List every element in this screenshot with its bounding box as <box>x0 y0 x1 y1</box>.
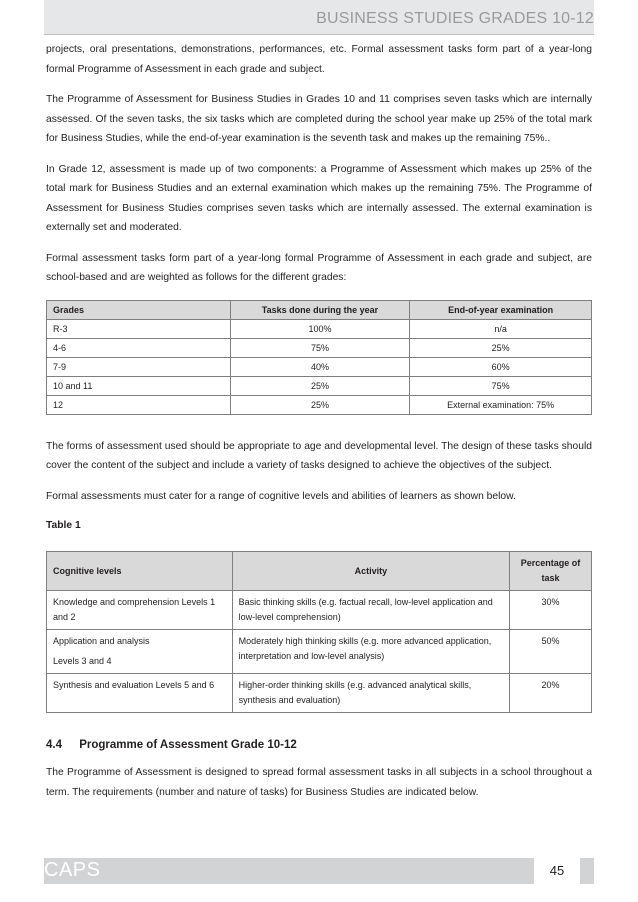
level-text: Application and analysis <box>53 636 150 646</box>
level-text: Synthesis and evaluation Levels 5 and 6 <box>53 680 215 690</box>
cell-level <box>47 630 233 674</box>
cell-exam: 60% <box>410 357 592 376</box>
cell-grade: 10 and 11 <box>47 376 231 395</box>
table-1-label: Table 1 <box>46 520 81 531</box>
cell-exam: External examination: 75% <box>410 395 592 414</box>
cell-percent: 50% <box>510 630 592 674</box>
table-row <box>47 338 592 357</box>
section-title: Programme of Assessment Grade 10-12 <box>79 739 297 751</box>
table-row <box>47 319 592 338</box>
paragraph-3: In Grade 12, assessment is made up of two components: a Programme of Assessment which makes up 25% of the total mark for Business Studies and an external examination which makes up the remaining 75%. The Programme of Assessment for Business Studies comprises seven tasks which are internally assessed. The external examination is externally set and moderated. <box>46 163 592 233</box>
header-activity: Activity <box>232 552 509 591</box>
table-row <box>47 630 592 674</box>
cognitive-levels-table <box>46 551 592 713</box>
footer-band <box>44 858 594 884</box>
cell-activity: Basic thinking skills (e.g. factual recall, low-level application and low-level comprehension) <box>232 591 509 630</box>
section-heading <box>46 739 592 751</box>
table-row <box>47 395 592 414</box>
paragraph-5: The forms of assessment used should be appropriate to age and developmental level. The design of these tasks should cover the content of the subject and include a variety of tasks designed to achieve the objectives of the subject. <box>46 440 592 471</box>
cell-tasks: 100% <box>230 319 410 338</box>
cell-tasks: 75% <box>230 338 410 357</box>
cell-level <box>47 591 233 630</box>
table-header-row <box>47 552 592 591</box>
page-content <box>46 40 592 813</box>
cell-grade: 4-6 <box>47 338 231 357</box>
cell-exam: 75% <box>410 376 592 395</box>
header-exam: End-of-year examination <box>410 300 592 319</box>
cell-tasks: 40% <box>230 357 410 376</box>
table-header-row <box>47 300 592 319</box>
cell-exam: n/a <box>410 319 592 338</box>
cell-activity: Higher-order thinking skills (e.g. advanced analytical skills, synthesis and evaluation) <box>232 674 509 713</box>
section-number: 4.4 <box>46 739 62 751</box>
cell-percent: 20% <box>510 674 592 713</box>
page-number: 45 <box>534 858 580 884</box>
running-header-title: BUSINESS STUDIES GRADES 10-12 <box>316 10 594 27</box>
header-grades: Grades <box>47 300 231 319</box>
paragraph-7: The Programme of Assessment is designed to spread formal assessment tasks in all subjects in a school throughout a term. The requirements (number and nature of tasks) for Business Studies are indicated below. <box>46 767 592 798</box>
cell-exam: 25% <box>410 338 592 357</box>
paragraph-6: Formal assessments must cater for a range of cognitive levels and abilities of learners as shown below. <box>46 490 516 502</box>
header-rule <box>44 34 594 35</box>
paragraph-4: Formal assessment tasks form part of a year-long formal Programme of Assessment in each grade and subject, are school-based and are weighted as follows for the different grades: <box>46 252 592 283</box>
table-row <box>47 591 592 630</box>
level-extra-text: Levels 3 and 4 <box>53 656 112 666</box>
table-row <box>47 674 592 713</box>
cell-tasks: 25% <box>230 395 410 414</box>
footer-caps-label: CAPS <box>44 859 101 881</box>
cell-level <box>47 674 233 713</box>
grades-weighting-table <box>46 300 592 415</box>
header-cognitive-levels: Cognitive levels <box>47 552 233 591</box>
cell-grade: R-3 <box>47 319 231 338</box>
header-percentage: Percentage of task <box>510 552 592 591</box>
cell-grade: 12 <box>47 395 231 414</box>
header-tasks: Tasks done during the year <box>230 300 410 319</box>
cell-percent: 30% <box>510 591 592 630</box>
paragraph-2: The Programme of Assessment for Business Studies in Grades 10 and 11 comprises seven tasks which are internally assessed. Of the seven tasks, the six tasks which are completed during the school year make up 25% of the total mark for Business Studies, while the end-of-year examination is the seventh task and makes up the remaining 75%.. <box>46 94 592 144</box>
cell-activity: Moderately high thinking skills (e.g. more advanced application, interpretation and low-level analysis) <box>232 630 509 674</box>
cell-grade: 7-9 <box>47 357 231 376</box>
paragraph-1: projects, oral presentations, demonstrations, performances, etc. Formal assessment tasks form part of a year-long formal Programme of Assessment in each grade and subject. <box>46 44 592 75</box>
table-row <box>47 357 592 376</box>
table-row <box>47 376 592 395</box>
cell-tasks: 25% <box>230 376 410 395</box>
level-text: Knowledge and comprehension Levels 1 and 2 <box>53 597 216 622</box>
